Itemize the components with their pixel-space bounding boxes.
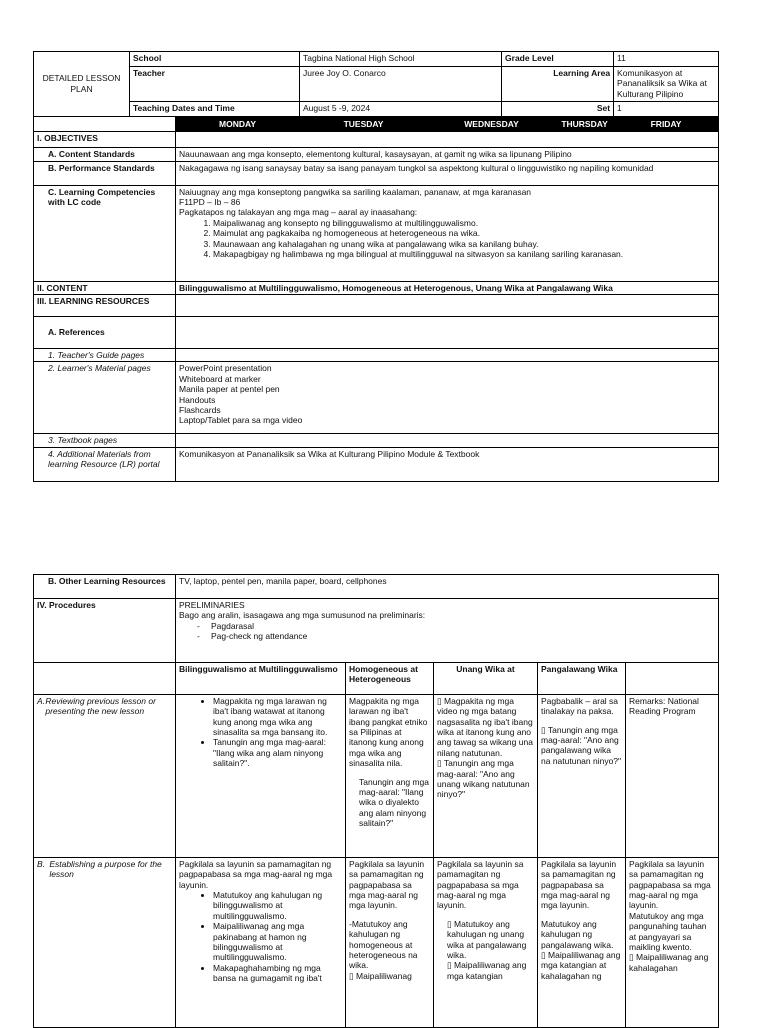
bullet-icon: ▯ [437, 758, 444, 769]
teachers-guide-label: 1. Teacher's Guide pages [34, 349, 176, 362]
competency-title: Naiuugnay ang mga konseptong pangwika sa sariling kaalaman, pananaw, at mga karanasan [179, 186, 532, 197]
day-thursday: THURSDAY [556, 117, 614, 132]
procedure-b-monday-list [179, 890, 342, 983]
school-label: School [130, 52, 300, 67]
procedure-text: ▯ Maipaliliwanag ang mga katangian at kahalagahan ng [541, 949, 621, 981]
procedure-text: Matutukoy ang kahulugan ng pangalawang wika. [541, 918, 614, 950]
learning-resources-blank [176, 295, 719, 317]
textbook-pages-value [176, 434, 719, 447]
lesson-plan-title: DETAILED LESSON PLAN [34, 52, 130, 117]
teaching-dates-value: August 5 -9, 2024 [300, 102, 502, 117]
learning-competencies-cell [176, 185, 719, 281]
column-pangalawang-wika: Pangalawang Wika [538, 663, 626, 695]
set-value: 1 [614, 102, 719, 117]
day-monday: MONDAY [176, 117, 300, 132]
preliminary-item: - Pag-check ng attendance [197, 631, 308, 642]
procedure-text: ▯ Maipaliliwanag ang mga katangian [447, 960, 527, 981]
material-item: Manila paper at pentel pen [179, 384, 280, 395]
column-bilingguwalismo: Bilingguwalismo at Multilingguwalismo [176, 663, 346, 695]
procedure-b-friday [626, 858, 719, 1028]
competency-intro: Pagkatapos ng talakayan ang mga mag – aaral ay inaasahang: [179, 207, 418, 218]
performance-standards-value: Nakagagawa ng isang sanaysay batay sa isang panayam tungkol sa aspektong kultural o lingguwistiko ng napiling komunidad [176, 161, 719, 185]
bullet-icon: ▯ [437, 696, 445, 706]
column-friday-blank [626, 663, 719, 695]
learners-material-cell [176, 362, 719, 434]
school-value: Tagbina National High School [300, 52, 502, 67]
preliminaries-cell [176, 599, 719, 663]
day-tuesday: TUESDAY [300, 117, 428, 132]
teacher-value: Juree Joy O. Conarco [300, 67, 502, 102]
list-item: • Magpakita ng mga larawan ng iba't ibang watawat at itanong kung anong mga wika ang sinasalita sa mga bansang ito. [213, 696, 342, 737]
content-value: Bilingguwalismo at Multilingguwalismo, Homogeneous at Heterogenous, Unang Wika at Pangalawang Wika [176, 281, 719, 294]
procedure-text: Magpakita ng mga larawan ng iba't ibang pangkat etniko sa Pilipinas at itanong kung anong mga wika ang sinasalita nila. [349, 696, 428, 769]
performance-standards-label: B. Performance Standards [34, 161, 176, 185]
lesson-plan-page-2 [33, 574, 719, 1028]
procedure-text: ▯ Tanungin ang mga mag-aaral: "Ano ang unang wikang natutunan ninyo?" [437, 758, 530, 800]
procedure-text: Pagkilala sa layunin sa pamamagitan ng pagpapabasa sa mga mag-aaral ng mga layunin. [437, 859, 524, 911]
list-item: • Tanungin ang mga mag-aaral: "Ilang wika ang alam ninyong salitain?". [213, 737, 342, 768]
day-wednesday: WEDNESDAY [428, 117, 556, 132]
preliminaries-intro: Bago ang aralin, isasagawa ang mga sumusunod na preliminaris: [179, 610, 426, 621]
content-standards-label: A. Content Standards [34, 148, 176, 161]
procedure-text: ▯ Maipaliliwanag ang kahalagahan [629, 952, 709, 973]
objective-item: 2. Maimulat ang pagkakaiba ng homogeneous at heterogeneous na wika. [213, 228, 715, 238]
objectives-blank [176, 132, 719, 148]
bullet-icon: ▯ [541, 949, 549, 960]
teacher-label: Teacher [130, 67, 300, 102]
textbook-pages-label: 3. Textbook pages [34, 434, 176, 447]
objective-item: 4. Makapagbigay ng halimbawa ng mga bilingual at multilingguwal na sitwasyon sa kanilang sariling karanasan. [213, 249, 715, 259]
references-label: A. References [34, 317, 176, 349]
procedure-b-monday [176, 858, 346, 1028]
content-standards-value: Nauunawaan ang mga konsepto, elementong kultural, kasaysayan, at gamit ng wika sa lipunang Pilipino [176, 148, 719, 161]
material-item: Laptop/Tablet para sa mga video [179, 415, 303, 426]
procedure-b-label: B. Establishing a purpose for the lesson [34, 858, 176, 1028]
procedure-text: Matutukoy ang mga pangunahing tauhan at pangyayari sa maikling kwento. [629, 910, 707, 952]
procedure-text: ▯ Magpakita ng mga video ng mga batang nagsasalita ng iba't ibang wika at itanong kung ano ang tawag sa wikang una nilang natutunan. [437, 696, 533, 758]
procedure-a-monday [176, 695, 346, 858]
lesson-plan-page-1 [33, 51, 719, 482]
procedure-a-tuesday [346, 695, 434, 858]
procedure-text: ▯ Tanungin ang mga mag-aaral: "Ano ang pangalawang wika na natutunan ninyo?" [541, 724, 622, 766]
procedure-b-tuesday [346, 858, 434, 1028]
competency-code: F11PD – Ib – 86 [179, 197, 241, 208]
day-header-blank [34, 117, 176, 132]
preliminaries-title: PRELIMINARIES [179, 600, 245, 610]
day-friday: FRIDAY [614, 117, 719, 132]
procedure-a-label: A. Reviewing previous lesson or presenting the new lesson [34, 695, 176, 858]
column-unang-wika: Unang Wika at [434, 663, 538, 695]
learning-area-label: Learning Area [502, 67, 614, 102]
procedure-text: -Matutukoy ang kahulugan ng homogeneous at heterogeneous na wika. [349, 918, 418, 971]
procedure-text: Pagkilala sa layunin sa pamamagitan ng pagpapabasa sa mga mag-aaral ng mga layunin. [541, 859, 617, 911]
learning-area-value: Komunikasyon at Pananaliksik sa Wika at Kulturang Pilipino [614, 67, 719, 102]
bullet-icon: ▯ [447, 960, 455, 971]
procedure-a-friday: Remarks: National Reading Program [626, 695, 719, 858]
grade-level-label: Grade Level [502, 52, 614, 67]
content-heading: II. CONTENT [34, 281, 176, 294]
grade-level-value: 11 [614, 52, 719, 67]
material-item: Handouts [179, 394, 216, 405]
bullet-icon: ▯ [629, 952, 637, 963]
references-blank [176, 317, 719, 349]
preliminary-item: - Pagdarasal [197, 620, 255, 631]
columns-header-blank [34, 663, 176, 695]
objectives-list [179, 218, 715, 259]
procedure-a-monday-list [179, 696, 342, 769]
learning-competencies-label: C. Learning Competencies with LC code [34, 185, 176, 281]
list-item: • Matutukoy ang kahulugan ng bilingguwalismo at multilingguwalismo. [213, 890, 342, 921]
procedure-a-wednesday [434, 695, 538, 858]
list-item: • Makapaghahambing ng mga bansa na gumagamit ng iba't [213, 963, 342, 984]
procedure-text: Pagbabalik – aral sa tinalakay na paksa. [541, 696, 619, 717]
other-resources-label: B. Other Learning Resources [34, 575, 176, 599]
material-item: PowerPoint presentation [179, 363, 272, 374]
material-item: Whiteboard at marker [179, 373, 261, 384]
objective-item: 3. Maunawaan ang kahalagahan ng unang wika at pangalawang wika sa kanilang buhay. [213, 239, 715, 249]
teaching-dates-label: Teaching Dates and Time [130, 102, 300, 117]
learners-material-label: 2. Learner's Material pages [34, 362, 176, 434]
bullet-icon: ▯ [447, 918, 455, 929]
procedure-text: Pagkilala sa layunin sa pamamagitan ng pagpapabasa sa mga mag-aaral ng mga layunin. [629, 859, 711, 911]
teachers-guide-value [176, 349, 719, 362]
procedure-text: Pagkilala sa layunin sa pamamagitan ng pagpapabasa sa mga mag-aaral ng mga layunin. [179, 859, 333, 890]
objectives-heading: I. OBJECTIVES [34, 132, 176, 148]
preliminaries-list [179, 621, 715, 642]
procedures-heading: IV. Procedures [34, 599, 176, 663]
list-item: • Maipaliliwanag ang mga pakinabang at hamon ng bilingguwalismo at multilingguwalismo. [213, 921, 342, 962]
other-resources-value: TV, laptop, pentel pen, manila paper, board, cellphones [176, 575, 719, 599]
procedure-b-wednesday [434, 858, 538, 1028]
additional-materials-value: Komunikasyon at Pananaliksik sa Wika at Kulturang Pilipino Module & Textbook [176, 447, 719, 481]
learning-resources-heading: III. LEARNING RESOURCES [34, 295, 176, 317]
procedure-text: ▯ Matutukoy ang kahulugan ng unang wika at pangalawang wika. [447, 918, 527, 960]
objective-item: 1. Maipaliwanag ang konsepto ng bilingguwalismo at multilingguwalismo. [213, 218, 715, 228]
bullet-icon: ▯ [349, 970, 357, 981]
procedure-a-thursday [538, 695, 626, 858]
bullet-icon: ▯ [541, 724, 548, 735]
procedure-text: Pagkilala sa layunin sa pamamagitan ng pagpapabasa sa mga mag-aaral ng mga layunin. [349, 859, 425, 911]
procedure-b-thursday [538, 858, 626, 1028]
procedure-text: ▯ Maipaliliwanag [349, 970, 412, 981]
additional-materials-label: 4. Additional Materials from learning Resource (LR) portal [34, 447, 176, 481]
set-label: Set [502, 102, 614, 117]
column-homogeneous: Homogeneous at Heterogeneous [346, 663, 434, 695]
material-item: Flashcards [179, 404, 221, 415]
procedure-text: Tanungin ang mga mag-aaral: "Ilang wika o diyalekto ang alam ninyong salitain?" [359, 776, 429, 828]
